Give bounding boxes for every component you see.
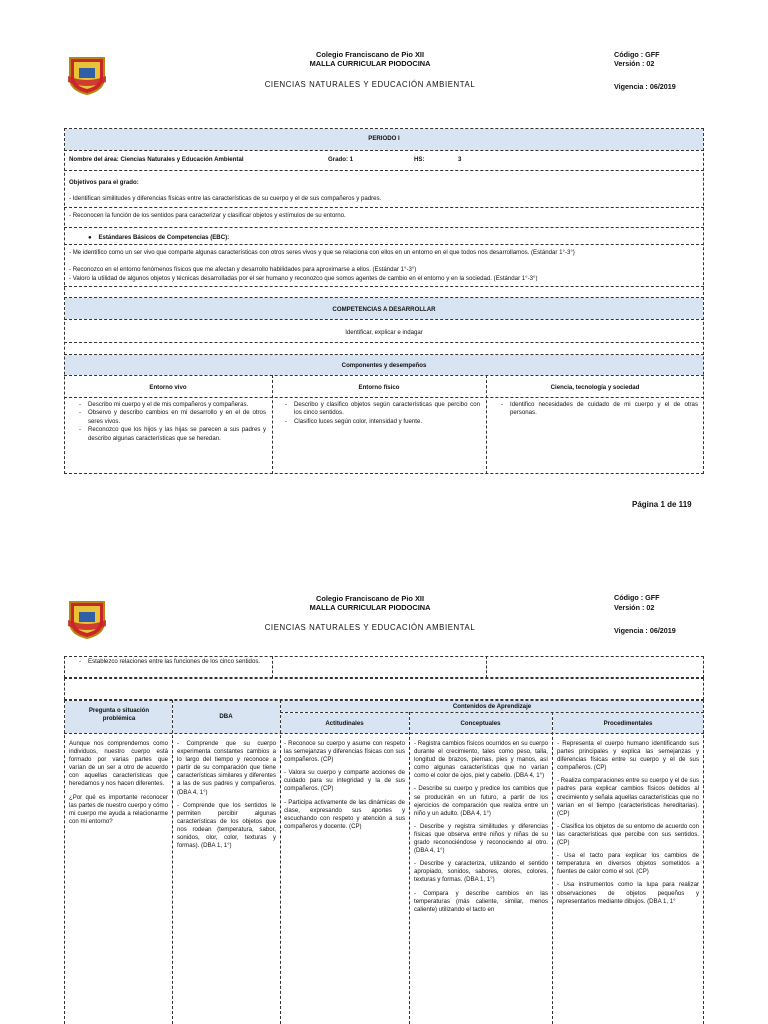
paragraph: - Clasifica los objetos de su entorno de acuerdo con las características que percibe con sus sentidos. (CP) xyxy=(557,822,699,847)
area-label: Nombre del área: Ciencias Naturales y Educación Ambiental xyxy=(69,156,244,163)
list-item: - Observo y describo cambios en mi desarrollo y en el de otros seres vivos. xyxy=(88,409,266,426)
hs-value: 3 xyxy=(458,156,462,163)
paragraph: ¿Por qué es importante reconocer las partes de nuestro cuerpo y cómo mi cuerpo me ayuda a relacionarme con mi entorno? xyxy=(69,793,168,825)
curriculum-subtitle: MALLA CURRICULAR PIODOCINA xyxy=(309,59,431,68)
list-item: - Reconozco que los hijos y las hijas se parecen a sus padres y describo algunas características que se heredan. xyxy=(88,426,266,443)
doc-code: Código : GFF xyxy=(614,50,660,59)
entorno-vivo-list xyxy=(78,401,266,443)
paragraph: - Describe y registra similitudes y diferencias físicas que observa entre niños y niñas de su grado reconociéndose y reconociendo al otro. (DBA 4, 1°) xyxy=(414,822,548,855)
continued-list xyxy=(78,658,266,666)
paragraph: - Comprende que su cuerpo experimenta constantes cambios a lo largo del tiempo y reconoce a partir de su comparación que tiene características similares y diferentes a las de sus padres y compañeros. (DBA 4, 1°) xyxy=(177,740,276,796)
conceptuales-cell xyxy=(414,740,548,919)
col-header-conceptuales: Conceptuales xyxy=(460,720,501,727)
page-number: Página 1 de 119 xyxy=(632,500,692,509)
competencias-title: COMPETENCIAS A DESARROLLAR xyxy=(332,306,436,313)
ebc-item: - Me identifico como un ser vivo que comparte algunas características con otros seres vivos y que se relaciona con ellos en un entorno en el que todos nos desarrollamos. (Estándar 1°-3°) xyxy=(69,249,575,256)
col-header-entorno-fisico: Entorno físico xyxy=(358,384,400,391)
curriculum-subtitle: MALLA CURRICULAR PIODOCINA xyxy=(309,603,431,612)
list-item: - Establezco relaciones entre las funciones de los cinco sentidos. xyxy=(88,658,266,666)
list-item: - Describo y clasifico objetos según características que percibo con los cinco sentidos. xyxy=(294,401,480,418)
hs-label: HS: xyxy=(414,156,425,163)
col-header-procedimentales: Procedimentales xyxy=(603,720,653,727)
school-logo xyxy=(64,54,110,96)
objective-item: - Reconocen la función de los sentidos para caracterizar y clasificar objetos y estímulos de su entorno. xyxy=(69,212,346,219)
list-item: - Identifico necesidades de cuidado de mi cuerpo y el de otras personas. xyxy=(510,401,698,418)
objectives-title: Objetivos para el grado: xyxy=(69,179,139,186)
dba-cell xyxy=(177,740,276,855)
paragraph: - Comprende que los sentidos le permiten percibir algunas características de los objetos que nos rodean (temperatura, sabor, sonidos, olor, color, texturas y formas). (DBA 1, 1°) xyxy=(177,801,276,850)
paragraph: - Representa el cuerpo humano identificando sus partes principales y explica las semejanzas y diferencias físicas entre su cuerpo y el de sus compañeros. (CP) xyxy=(557,740,699,772)
col-header-dba: DBA xyxy=(219,713,233,720)
area-title: CIENCIAS NATURALES Y EDUCACIÓN AMBIENTAL xyxy=(264,80,476,89)
procedimentales-cell xyxy=(557,740,699,911)
paragraph: - Valora su cuerpo y comparte acciones de cuidado para su integridad y la de sus compañeros. (CP) xyxy=(284,769,405,793)
list-item: - Describo mi cuerpo y el de mis compañeros y compañeras. xyxy=(88,401,266,409)
ebc-title: ● Estándares Básicos de Competencias (EBC): xyxy=(88,234,230,241)
period-title: PERIODO I xyxy=(368,135,400,142)
list-item: - Clasifico luces según color, intensidad y fuente. xyxy=(294,418,480,426)
actitudinales-cell xyxy=(284,740,405,836)
col-header-ciencia: Ciencia, tecnología y sociedad xyxy=(550,384,640,391)
col-header-pregunta: Pregunta o situación problémica xyxy=(88,707,150,723)
ebc-item: - Reconozco en el entorno fenómenos físicos que me afectan y desarrollo habilidades para aproximarse a ellos. (Estándar 1°-3°) xyxy=(69,266,417,273)
paragraph: - Usa el tacto para explicar los cambios de temperatura en diversos objetos sometidos a fuentes de calor como el sol. (CP) xyxy=(557,852,699,876)
col-header-contenidos: Contenidos de Aprendizaje xyxy=(452,703,532,710)
school-name: Colegio Franciscano de Pio XII xyxy=(315,594,424,603)
entorno-fisico-list xyxy=(284,401,480,426)
ebc-title-text: Estándares Básicos de Competencias (EBC): xyxy=(98,234,230,241)
ebc-item: - Valoro la utilidad de algunos objetos y técnicas desarrolladas por el ser humano y reconozco que somos agentes de cambio en el entorno y en la sociedad. (Estándar 1°-3°) xyxy=(69,275,538,282)
paragraph: - Describe su cuerpo y predice los cambios que se producirán en un futuro, a partir de los ejercicios de comparación que realiza entre un niño y un adulto. (DBA 4, 1°) xyxy=(414,785,548,817)
school-logo xyxy=(64,598,110,640)
doc-version: Versión : 02 xyxy=(614,59,655,68)
componentes-title: Componentes y desempeños xyxy=(341,362,427,369)
paragraph: Aunque nos comprendemos como individuos, nuestro cuerpo está formado por varias partes que varían de un ser a otro de acuerdo con aquellas características que heredamos y nos hacen diferentes. xyxy=(69,740,168,788)
school-name: Colegio Franciscano de Pio XII xyxy=(315,50,424,59)
doc-code: Código : GFF xyxy=(614,593,660,602)
paragraph: - Compara y describe cambios en las temperaturas (más caliente, similar, menos caliente) utilizando el tacto en xyxy=(414,889,548,913)
paragraph: - Realiza comparaciones entre su cuerpo y el de sus padres para explicar cambios físicos debidos al crecimiento y señala aquellas características que no varían en el tiempo (características hereditarias). (CP) xyxy=(557,777,699,817)
area-title: CIENCIAS NATURALES Y EDUCACIÓN AMBIENTAL xyxy=(264,623,476,632)
paragraph: - Registra cambios físicos ocurridos en su cuerpo durante el crecimiento, tales como peso, talla, longitud de brazos, piernas, pies y manos, así como algunas características que no varían como el color de ojos, piel y cabello. (DBA 4, 1°) xyxy=(414,740,548,780)
paragraph: - Usa instrumentos como la lupa para realizar observaciones de objetos pequeños y representarlos mediante dibujos. (DBA 1, 1° xyxy=(557,881,699,905)
doc-validity: Vigencia : 06/2019 xyxy=(614,82,676,91)
paragraph: - Participa activamente de las dinámicas de clase, expresando sus aportes y escuchando con respeto y atención a sus compañeros y docente. (CP) xyxy=(284,798,405,830)
objective-item: - Identifican similitudes y diferencias físicas entre las características de su cuerpo y el de sus compañeros y padres. xyxy=(69,195,382,202)
ciencia-list xyxy=(500,401,698,418)
doc-validity: Vigencia : 06/2019 xyxy=(614,626,676,635)
col-header-entorno-vivo: Entorno vivo xyxy=(149,384,187,391)
paragraph: - Describe y caracteriza, utilizando el sentido apropiado, sonidos, sabores, olores, colores, texturas y formas. (DBA 1, 1°) xyxy=(414,860,548,884)
grade-label: Grado: 1 xyxy=(328,156,354,163)
col-header-actitudinales: Actitudinales xyxy=(325,720,364,727)
doc-version: Versión : 02 xyxy=(614,603,655,612)
pregunta-cell xyxy=(69,740,168,831)
competencias-text: Identificar, explicar e indagar xyxy=(345,329,423,336)
paragraph: - Reconoce su cuerpo y asume con respeto las semejanzas y diferencias físicas con sus compañeros. (CP) xyxy=(284,740,405,764)
